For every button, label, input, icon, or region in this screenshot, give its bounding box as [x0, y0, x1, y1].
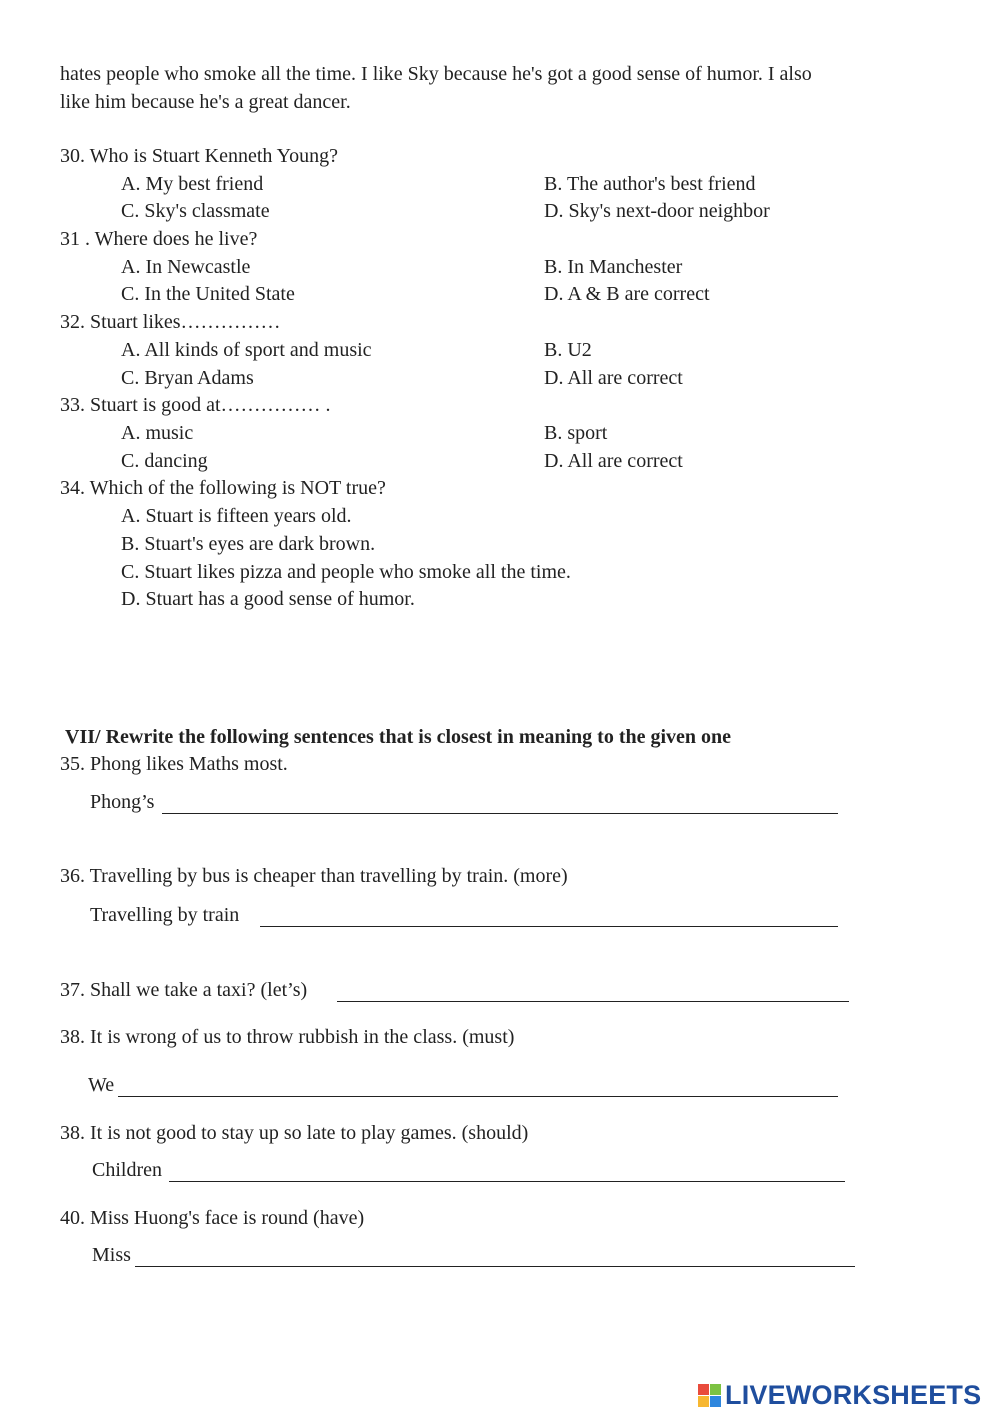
question-32-option-b[interactable]: B. U2	[544, 339, 592, 361]
question-34-stem: 34. Which of the following is NOT true?	[60, 477, 386, 499]
question-31-stem: 31 . Where does he live?	[60, 228, 258, 250]
liveworksheets-logo-text: LIVEWORKSHEETS	[725, 1380, 982, 1410]
question-40-stem: 40. Miss Huong's face is round (have)	[60, 1207, 365, 1229]
question-36-answer-input[interactable]	[260, 904, 838, 927]
question-32-stem: 32. Stuart likes……………	[60, 311, 281, 333]
question-34-option-d[interactable]: D. Stuart has a good sense of humor.	[121, 588, 415, 610]
question-40-answer-input[interactable]	[135, 1244, 855, 1267]
question-34-option-c[interactable]: C. Stuart likes pizza and people who smoke all the time.	[121, 561, 571, 583]
question-32-option-a[interactable]: A. All kinds of sport and music	[121, 339, 372, 361]
liveworksheets-logo[interactable]	[698, 1380, 981, 1411]
question-36-prefix: Travelling by train	[90, 904, 240, 926]
question-33-stem: 33. Stuart is good at…………… .	[60, 394, 331, 416]
question-36-stem: 36. Travelling by bus is cheaper than travelling by train. (more)	[60, 865, 568, 887]
question-37-answer-input[interactable]	[337, 979, 849, 1002]
question-33-option-a[interactable]: A. music	[121, 422, 194, 444]
question-35-answer-input[interactable]	[162, 791, 838, 814]
question-38b-stem: 38. It is not good to stay up so late to play games. (should)	[60, 1122, 529, 1144]
question-31-option-c[interactable]: C. In the United State	[121, 283, 295, 305]
question-38a-answer-input[interactable]	[118, 1074, 838, 1097]
question-40-prefix: Miss	[92, 1244, 131, 1266]
question-31-option-b[interactable]: B. In Manchester	[544, 256, 683, 278]
section-7-heading: VII/ Rewrite the following sentences that is closest in meaning to the given one	[65, 726, 732, 748]
question-35-prefix: Phong’s	[90, 791, 155, 813]
question-30-option-c[interactable]: C. Sky's classmate	[121, 200, 270, 222]
question-31-option-a[interactable]: A. In Newcastle	[121, 256, 251, 278]
liveworksheets-logo-icon	[698, 1384, 721, 1407]
question-38b-answer-input[interactable]	[169, 1159, 845, 1182]
question-32-option-c[interactable]: C. Bryan Adams	[121, 367, 254, 389]
question-30-option-b[interactable]: B. The author's best friend	[544, 173, 756, 195]
passage-line-1: hates people who smoke all the time. I like Sky because he's got a good sense of humor. I also	[60, 63, 812, 85]
question-38a-prefix: We	[88, 1074, 115, 1096]
passage-line-2: like him because he's a great dancer.	[60, 91, 351, 113]
question-33-option-b[interactable]: B. sport	[544, 422, 608, 444]
question-34-option-a[interactable]: A. Stuart is fifteen years old.	[121, 505, 352, 527]
question-30-option-a[interactable]: A. My best friend	[121, 173, 264, 195]
question-32-option-d[interactable]: D. All are correct	[544, 367, 683, 389]
question-38b-prefix: Children	[92, 1159, 162, 1181]
question-37-stem: 37. Shall we take a taxi? (let’s)	[60, 979, 308, 1001]
question-35-stem: 35. Phong likes Maths most.	[60, 753, 288, 775]
question-38a-stem: 38. It is wrong of us to throw rubbish in the class. (must)	[60, 1026, 515, 1048]
question-31-option-d[interactable]: D. A & B are correct	[544, 283, 710, 305]
question-33-option-c[interactable]: C. dancing	[121, 450, 208, 472]
question-30-option-d[interactable]: D. Sky's next-door neighbor	[544, 200, 770, 222]
question-30-stem: 30. Who is Stuart Kenneth Young?	[60, 145, 338, 167]
question-34-option-b[interactable]: B. Stuart's eyes are dark brown.	[121, 533, 376, 555]
question-33-option-d[interactable]: D. All are correct	[544, 450, 683, 472]
